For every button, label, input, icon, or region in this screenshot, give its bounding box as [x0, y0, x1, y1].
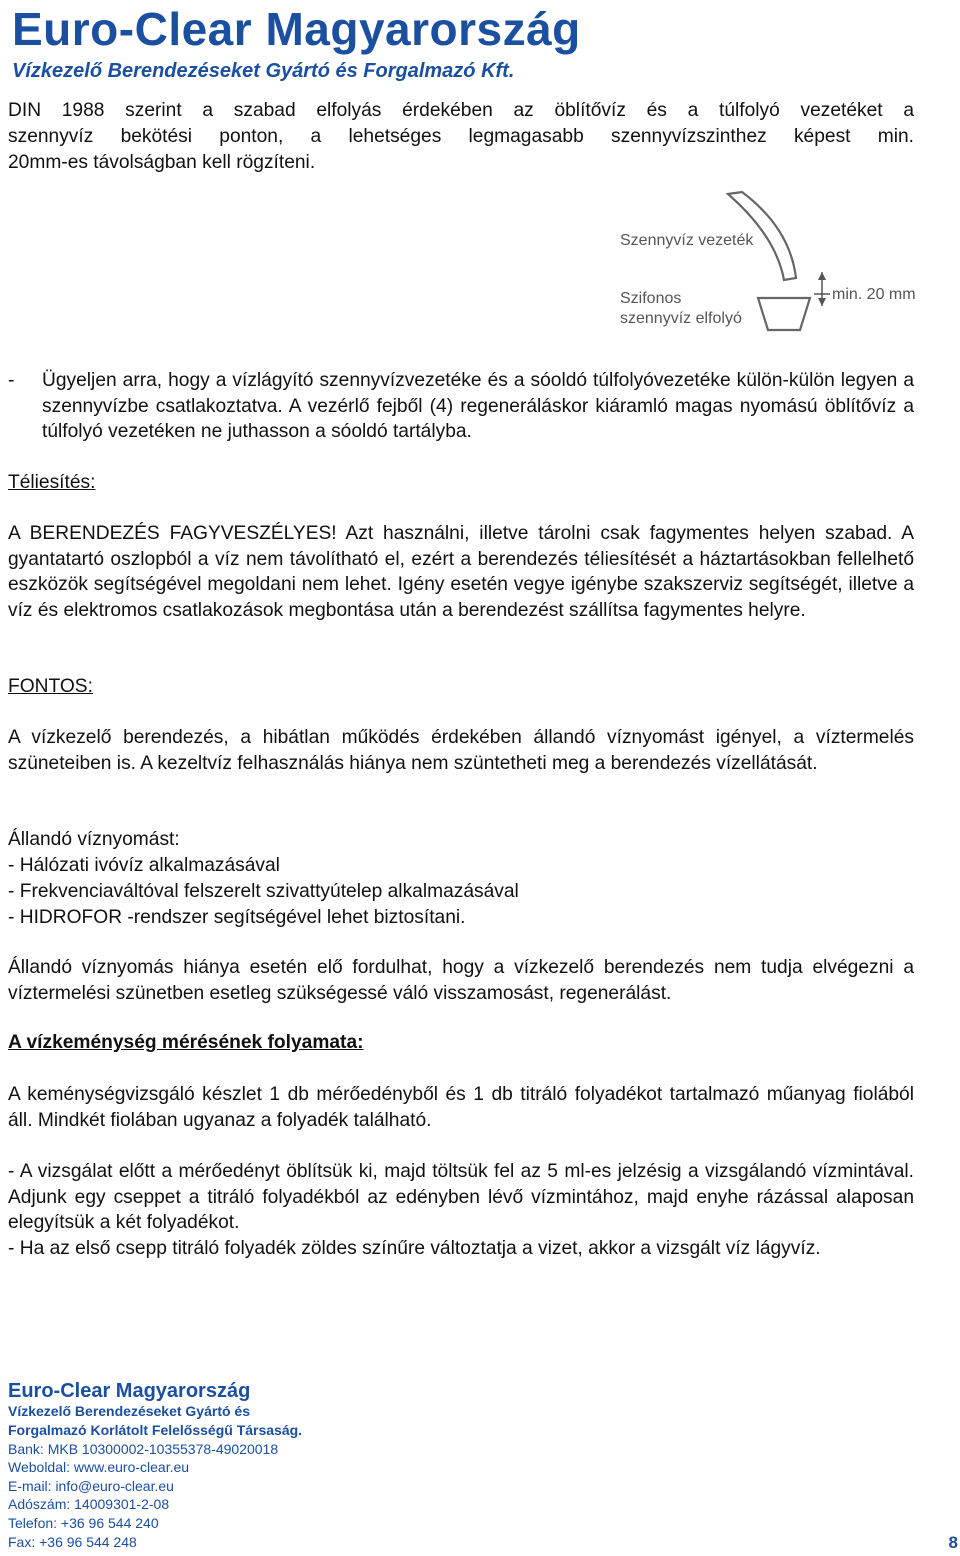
company-logo-subtitle: Vízkezelő Berendezéseket Gyártó és Forgalmazó Kft. — [12, 60, 515, 82]
company-logo-title: Euro-Clear Magyarország — [12, 3, 581, 55]
footer-line-1: Vízkezelő Berendezéseket Gyártó és — [8, 1403, 251, 1419]
footer-tax: Adószám: 14009301-2-08 — [8, 1496, 170, 1512]
diagram-label-outlet-1: Szifonos — [620, 290, 682, 307]
footer-fax: Fax: +36 96 544 248 — [8, 1534, 137, 1550]
pressure-title: Állandó víznyomást: — [8, 829, 180, 850]
list-item-text: Ügyeljen arra, hogy a vízlágyító szennyvízvezetéke és a sóoldó túlfolyóvezetéke külön-külön legyen a szennyvízbe csatlakoztatva. A vezérlő fejből (4) regeneráláskor kiáramló magas nyomású öblítővíz a túlfolyó vezetéken ne juthasson a sóoldó tartályba. — [42, 370, 914, 443]
intro-line-1: DIN 1988 szerint a szabad elfolyás érdekében az öblítővíz és a túlfolyó vezetéket a — [8, 100, 914, 121]
footer-line-2: Forgalmazó Korlátolt Felelősségű Társaság. — [8, 1422, 303, 1438]
intro-line-2: szennyvíz bekötési ponton, a lehetséges legmagasabb szennyvízszinthez képest min. — [8, 126, 914, 147]
footer-web[interactable]: Weboldal: www.euro-clear.eu — [8, 1459, 190, 1475]
section-heading-measure: A vízkeménység mérésének folyamata: — [8, 1032, 364, 1053]
pressure-note: Állandó víznyomás hiánya esetén elő fordulhat, hogy a vízkezelő berendezés nem tudja elvégezni a víztermelési szünetben esetleg szükségessé váló visszamosást, regenerálást. — [8, 957, 914, 1004]
important-paragraph: A vízkezelő berendezés, a hibátlan működés érdekében állandó víznyomást igényel, a víztermelés szüneteiben is. A kezeltvíz felhasználás hiánya nem szüntetheti meg a berendezés vízellátását. — [8, 727, 914, 774]
section-heading-winter: Téliesítés: — [8, 472, 96, 493]
footer-company: Euro-Clear Magyarország — [8, 1380, 251, 1402]
list-dash: - — [8, 370, 15, 391]
dimension-arrow-top — [818, 272, 826, 280]
measure-step-2: - Ha az első csepp titráló folyadék zöldes színűre változtatja a vizet, akkor a vizsgált víz lágyvíz. — [8, 1238, 821, 1259]
diagram-label-distance: min. 20 mm — [832, 286, 916, 303]
drain-gap-diagram — [610, 188, 940, 338]
section-heading-important: FONTOS: — [8, 676, 93, 697]
diagram-label-pipe: Szennyvíz vezeték — [620, 232, 754, 249]
intro-line-3: 20mm-es távolságban kell rögzíteni. — [8, 152, 316, 173]
page-number: 8 — [948, 1533, 958, 1552]
measure-kit-paragraph: A keménységvizsgáló készlet 1 db mérőedényből és 1 db titráló folyadékot tartalmazó műanyag fiolából áll. Mindkét fiolában ugyanaz a folyadék található. — [8, 1084, 914, 1131]
footer-email[interactable]: E-mail: info@euro-clear.eu — [8, 1478, 174, 1494]
dimension-arrow-bottom — [818, 298, 826, 306]
measure-step-1: - A vizsgálat előtt a mérőedényt öblítsük ki, majd töltsük fel az 5 ml-es jelzésig a vizsgálandó vízmintával. Adjunk egy cseppet a titráló folyadékból az edényben lévő vízmintához, majd enyhe rázással alaposan elegyítsük a két folyadékot. — [8, 1161, 914, 1234]
list-item — [8, 368, 914, 445]
pressure-item-1: - Hálózati ivóvíz alkalmazásával — [8, 855, 280, 876]
footer-phone: Telefon: +36 96 544 240 — [8, 1515, 159, 1531]
diagram-label-outlet-2: szennyvíz elfolyó — [620, 310, 742, 327]
siphon-outlet-shape — [758, 298, 810, 330]
pressure-item-2: - Frekvenciaváltóval felszerelt szivattyútelep alkalmazásával — [8, 881, 519, 902]
winter-paragraph: A BERENDEZÉS FAGYVESZÉLYES! Azt használni, illetve tárolni csak fagymentes helyen szabad. A gyantatartó oszlopból a víz nem távolítható el, ezért a berendezés téliesítését a háztartásokban fellelhető eszközök segítségével megoldani nem lehet. Igény esetén vegye igénybe szakszerviz segítségét, illetve a víz és elektromos csatlakozások megbontása után a berendezést szállítsa fagymentes helyre. — [8, 523, 914, 621]
pressure-item-3: - HIDROFOR -rendszer segítségével lehet biztosítani. — [8, 907, 466, 928]
footer-bank: Bank: MKB 10300002-10355378-49020018 — [8, 1441, 279, 1457]
